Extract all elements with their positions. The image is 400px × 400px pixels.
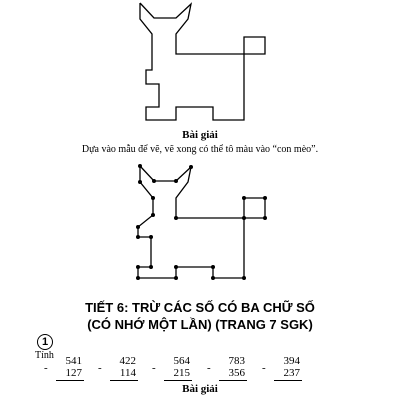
minus-sign: - — [98, 362, 102, 374]
instruction-text: Dựa vào mẫu để vẽ, vẽ xong có thể tô màu vào “con mèo”. — [81, 144, 319, 155]
cat-dot-outline — [138, 166, 265, 278]
subtrahend: 356 — [228, 367, 245, 379]
subtrahend: 215 — [173, 367, 190, 379]
minuend: 564 — [173, 355, 190, 367]
exercise-number-badge: 1 — [37, 334, 53, 350]
minuend: 422 — [119, 355, 136, 367]
cat-dot-figure — [0, 160, 400, 290]
cat-sample-figure — [0, 0, 400, 130]
minus-sign: - — [152, 362, 156, 374]
minus-sign: - — [262, 362, 266, 374]
subtrahend: 114 — [119, 367, 136, 379]
subtrahend: 127 — [65, 367, 82, 379]
minus-sign: - — [44, 362, 48, 374]
answer-heading: Bài giải — [182, 383, 218, 395]
task-label: Tính — [35, 350, 54, 361]
section-heading: Bài giải — [182, 129, 218, 141]
result-line — [56, 380, 84, 381]
minuend: 783 — [228, 355, 245, 367]
cat-sample-outline — [140, 3, 265, 120]
result-line — [274, 380, 302, 381]
result-line — [219, 380, 247, 381]
minuend: 394 — [283, 355, 300, 367]
cat-dot-points — [136, 164, 267, 280]
minuend: 541 — [65, 355, 82, 367]
result-line — [110, 380, 138, 381]
minus-sign: - — [207, 362, 211, 374]
subtrahend: 237 — [283, 367, 300, 379]
result-line — [164, 380, 192, 381]
lesson-title-line2: (CÓ NHỚ MỘT LẦN) (TRANG 7 SGK) — [87, 317, 313, 332]
lesson-title-line1: TIẾT 6: TRỪ CÁC SỐ CÓ BA CHỮ SỐ — [85, 300, 315, 315]
